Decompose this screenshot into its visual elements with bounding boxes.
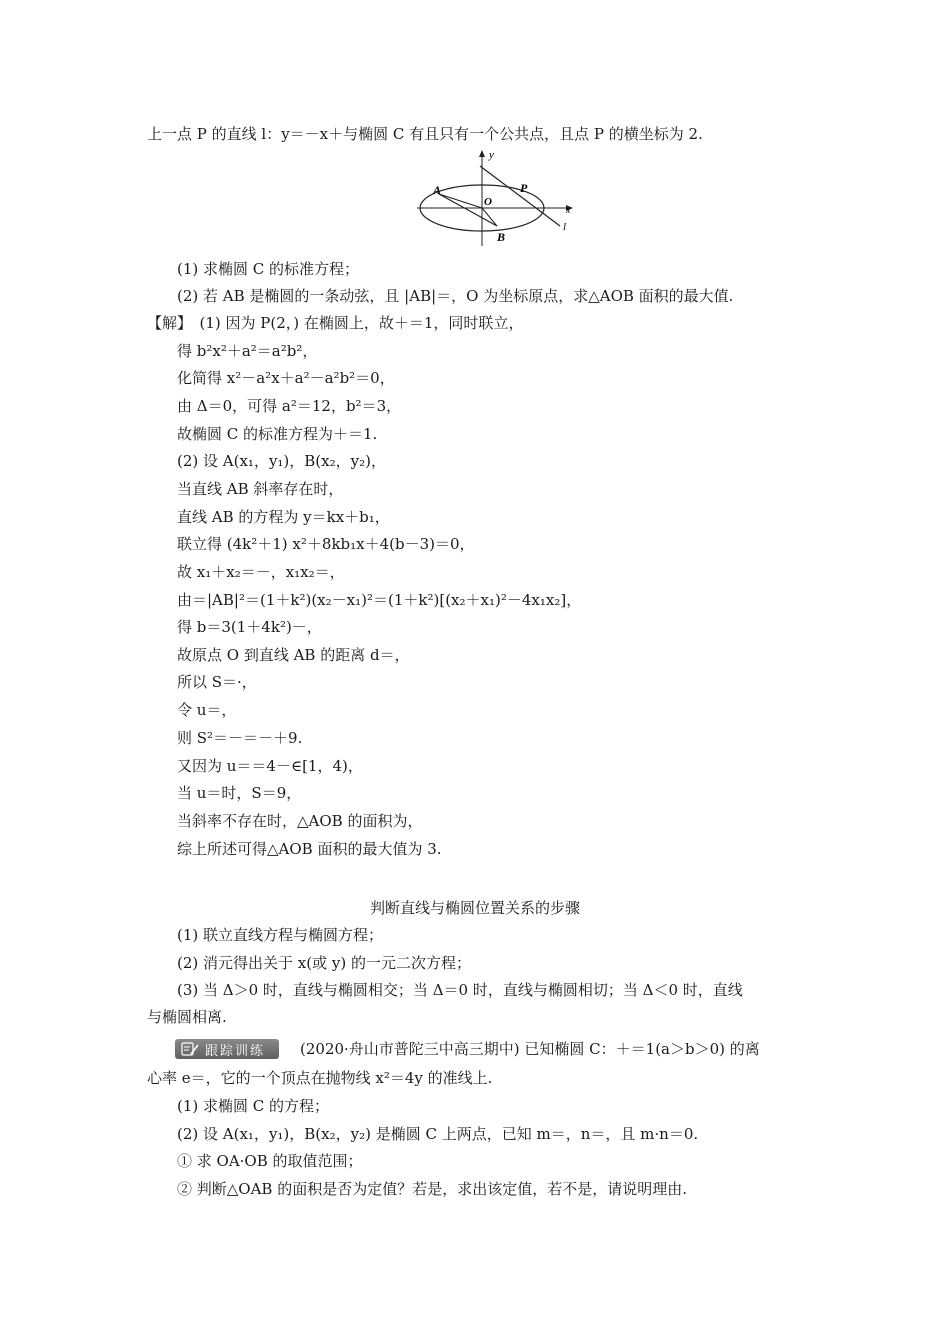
label-y: y: [489, 149, 494, 161]
text-line: 令 u＝，: [177, 701, 237, 719]
text-line: 心率 e＝，它的一个顶点在抛物线 x²＝4y 的准线上.: [147, 1069, 493, 1087]
pencil-note-icon: [179, 1041, 201, 1057]
text-line: (2) 若 AB 是椭圆的一条动弦，且 |AB|＝，O 为坐标原点，求△AOB 面积的最大值.: [177, 287, 734, 305]
label-x: x: [566, 205, 571, 216]
text-line: (1) 求椭圆 C 的方程；: [177, 1097, 330, 1115]
label-b: B: [497, 230, 506, 244]
text-line: 联立得 (4k²＋1) x²＋8kb₁x＋4(b－3)＝0，: [177, 535, 475, 553]
follow-up-practice-badge: [175, 1039, 279, 1059]
text-line: 与椭圆相离.: [147, 1008, 227, 1026]
line-l: [480, 166, 560, 226]
text-line: 直线 AB 的方程为 y＝kx＋b₁，: [177, 508, 390, 526]
text-line: 则 S²＝－＝－＋9.: [177, 729, 303, 747]
text-line: 综上所述可得△AOB 面积的最大值为 3.: [177, 840, 442, 858]
text-line: (3) 当 Δ＞0 时，直线与椭圆相交；当 Δ＝0 时，直线与椭圆相切；当 Δ＜0 时，直线: [177, 981, 743, 999]
label-p: P: [520, 181, 528, 195]
text-line: 由 Δ＝0，可得 a²＝12，b²＝3，: [177, 397, 402, 415]
text-line: 得 b²x²＋a²＝a²b²，: [177, 342, 318, 360]
label-a: A: [433, 183, 442, 197]
text-line: (1) 求椭圆 C 的标准方程；: [177, 260, 360, 278]
label-l: l: [563, 221, 567, 233]
text-line: 故椭圆 C 的标准方程为＋＝1.: [177, 425, 378, 443]
text-line: 故原点 O 到直线 AB 的距离 d＝，: [177, 646, 410, 664]
segment-ob: [482, 208, 497, 226]
text-line: (1) 联立直线方程与椭圆方程；: [177, 926, 384, 944]
text-line: 【解】 (1) 因为 P(2，) 在椭圆上，故＋＝1，同时联立，: [147, 314, 524, 332]
text-line: ② 判断△OAB 的面积是否为定值？若是，求出该定值，若不是，请说明理由.: [177, 1180, 687, 1198]
text-line: 又因为 u＝＝4－∈[1，4)，: [177, 757, 363, 775]
text-line: 得 b＝3(1＋4k²)－，: [177, 618, 322, 636]
text-line: 当斜率不存在时，△AOB 的面积为，: [177, 812, 423, 830]
y-axis-arrow: [479, 150, 485, 157]
text-line: (2) 消元得出关于 x(或 y) 的一元二次方程；: [177, 954, 471, 972]
section-heading: 判断直线与椭圆位置关系的步骤: [369, 899, 580, 917]
text-line: 上一点 P 的直线 l：y＝－x＋与椭圆 C 有且只有一个公共点，且点 P 的横坐标为 2.: [147, 125, 703, 143]
text-line: (2020·舟山市普陀三中高三期中) 已知椭圆 C：＋＝1(a＞b＞0) 的离: [300, 1040, 760, 1058]
text-line: 由＝|AB|²＝(1＋k²)(x₂－x₁)²＝(1＋k²)[(x₂＋x₁)²－4x₁x₂]，: [177, 591, 582, 609]
text-line: ① 求 OA·OB 的取值范围；: [177, 1152, 363, 1170]
text-line: (2) 设 A(x₁，y₁)，B(x₂，y₂) 是椭圆 C 上两点，已知 m＝，n＝，且 m·n＝0.: [177, 1125, 699, 1143]
text-line: 故 x₁＋x₂＝－，x₁x₂＝，: [177, 563, 345, 581]
text-line: 当 u＝时，S＝9，: [177, 784, 302, 802]
text-line: 当直线 AB 斜率存在时，: [177, 480, 344, 498]
ellipse-diagram: [415, 146, 575, 250]
text-line: (2) 设 A(x₁，y₁)，B(x₂，y₂)，: [177, 452, 386, 470]
text-line: 化简得 x²－a²x＋a²－a²b²＝0，: [177, 369, 395, 387]
badge-label: 跟踪训练: [205, 1043, 266, 1059]
ellipse-figure: [415, 146, 575, 250]
text-line: 所以 S＝·，: [177, 673, 257, 691]
label-o: O: [484, 196, 492, 208]
